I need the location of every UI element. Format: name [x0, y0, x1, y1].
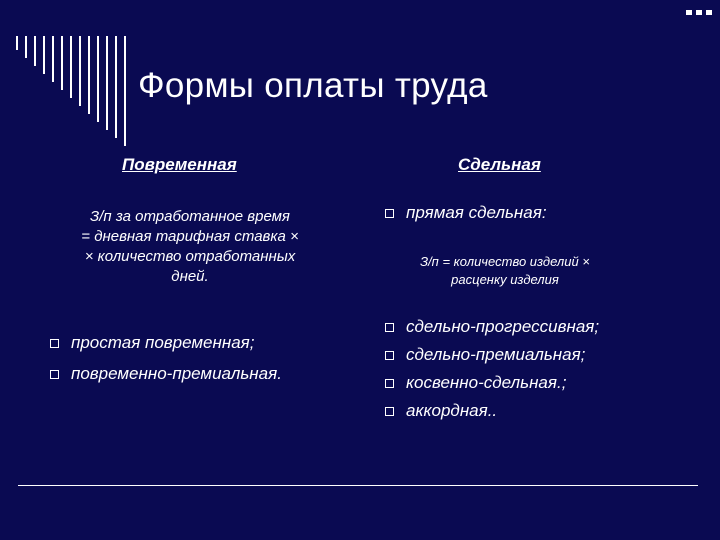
time-based-formula: [40, 207, 340, 287]
hollow-square-bullet-icon: [385, 407, 394, 416]
hollow-square-bullet-icon: [50, 370, 59, 379]
piece-rate-formula: [385, 253, 625, 289]
list-item: сдельно-прогрессивная;: [385, 317, 599, 337]
formula-line: × количество отработанных: [84, 248, 296, 265]
list-item: аккордная..: [385, 401, 497, 421]
heading-time-based: Повременная: [122, 155, 237, 174]
list-item: простая повременная;: [50, 333, 254, 353]
formula-line: З/п за отработанное время: [90, 208, 290, 225]
hollow-square-bullet-icon: [385, 209, 394, 218]
formula-line: расценку изделия: [451, 272, 559, 287]
heading-piece-rate: Сдельная: [458, 155, 541, 174]
bottom-divider: [18, 485, 698, 486]
formula-line: дней.: [171, 268, 209, 285]
list-item: повременно-премиальная.: [50, 364, 282, 384]
formula-line: = дневная тарифная ставка ×: [81, 228, 299, 245]
list-item: сдельно-премиальная;: [385, 345, 585, 365]
hollow-square-bullet-icon: [385, 379, 394, 388]
corner-square-decoration: [706, 10, 712, 15]
hollow-square-bullet-icon: [50, 339, 59, 348]
list-item: прямая сдельная:: [385, 203, 547, 223]
corner-square-decoration: [696, 10, 702, 15]
vertical-bars-decoration: [16, 36, 126, 146]
corner-square-decoration: [686, 10, 692, 15]
slide-title: Формы оплаты труда: [138, 66, 488, 105]
formula-line: З/п = количество изделий ×: [420, 254, 590, 269]
hollow-square-bullet-icon: [385, 351, 394, 360]
hollow-square-bullet-icon: [385, 323, 394, 332]
list-item: косвенно-сдельная.;: [385, 373, 566, 393]
